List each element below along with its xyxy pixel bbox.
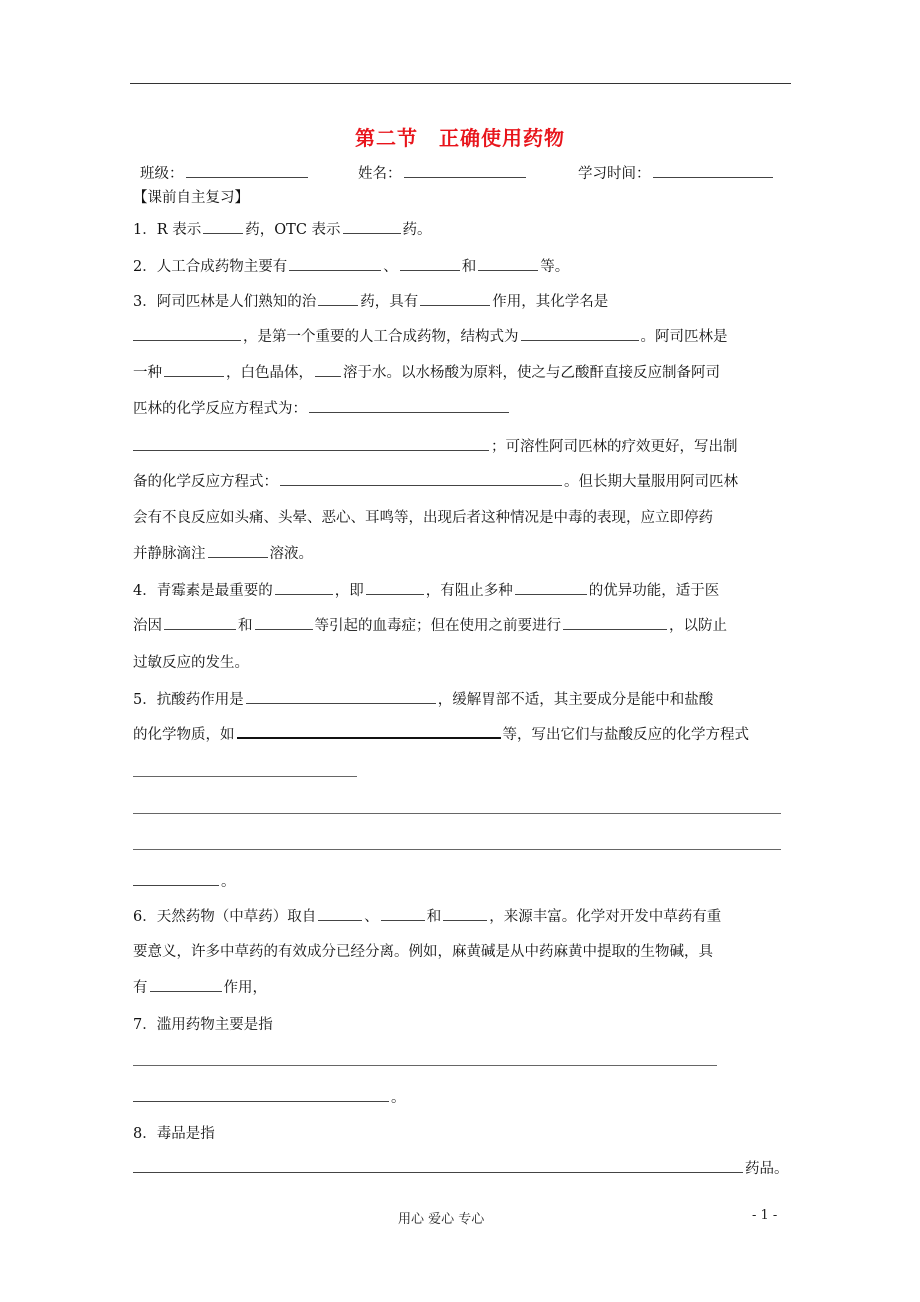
header-rule xyxy=(130,83,791,84)
question-1 xyxy=(133,218,432,239)
blank[interactable] xyxy=(208,543,268,558)
question-7-line-end xyxy=(133,1086,406,1107)
study-time-blank[interactable] xyxy=(653,163,773,178)
q5-text: 等，写出它们与盐酸反应的化学方程式 xyxy=(502,727,749,743)
question-8-line-end xyxy=(133,1157,789,1178)
blank[interactable] xyxy=(150,977,222,992)
q6-text: 6．天然药物（中草药）取自 xyxy=(133,909,317,925)
blank[interactable] xyxy=(133,326,241,341)
question-4-line-1 xyxy=(133,579,719,600)
blank[interactable] xyxy=(309,398,509,413)
q1-text: 1．R 表示 xyxy=(133,222,202,238)
blank[interactable] xyxy=(521,326,639,341)
footer-motto: 用心 爱心 专心 xyxy=(398,1212,485,1227)
q3-text: 匹林的化学反应方程式为： xyxy=(133,401,307,417)
q3-text: 3．阿司匹林是人们熟知的治 xyxy=(133,294,317,310)
q3-text: 一种 xyxy=(133,365,162,381)
question-3-line-3 xyxy=(133,361,720,382)
question-3-line-5 xyxy=(133,435,738,456)
blank[interactable] xyxy=(563,615,667,630)
blank[interactable] xyxy=(275,580,333,595)
study-time-label: 学习时间： xyxy=(578,166,651,182)
q2-text: 等。 xyxy=(540,259,570,275)
question-3-line-8 xyxy=(133,542,313,563)
q6-text: 有 xyxy=(133,980,148,996)
q3-text: 。但长期大量服用阿司匹林 xyxy=(564,474,738,490)
blank[interactable] xyxy=(237,723,501,739)
question-6-line-1 xyxy=(133,905,721,926)
q5-text: 5．抗酸药作用是 xyxy=(133,692,244,708)
blank[interactable] xyxy=(443,906,487,921)
q3-text: 溶于水。以水杨酸为原料，使之与乙酸酐直接反应制备阿司 xyxy=(343,365,720,381)
q5-text: 的化学物质，如 xyxy=(133,727,235,743)
q3-text: ，是第一个重要的人工合成药物，结构式为 xyxy=(243,329,519,345)
blank[interactable] xyxy=(133,1087,389,1102)
page-title: 第二节 正确使用药物 xyxy=(355,126,565,150)
blank[interactable] xyxy=(318,906,362,921)
q6-text: ，来源丰富。化学对开发中草药有重 xyxy=(489,909,722,925)
question-5-line-end xyxy=(133,870,236,891)
class-blank[interactable] xyxy=(186,163,308,178)
q3-text: 并静脉滴注 xyxy=(133,546,206,562)
blank[interactable] xyxy=(343,219,401,234)
blank[interactable] xyxy=(255,615,313,630)
question-4-line-3: 过敏反应的发生。 xyxy=(133,655,249,671)
q5-text: ，缓解胃部不适，其主要成分是能中和盐酸 xyxy=(437,692,714,708)
blank[interactable] xyxy=(280,471,562,486)
page-number: - 1 - xyxy=(752,1208,778,1223)
blank[interactable] xyxy=(133,1158,743,1173)
q7-text: 。 xyxy=(391,1090,406,1106)
blank[interactable] xyxy=(164,362,224,377)
blank[interactable] xyxy=(203,219,243,234)
blank[interactable] xyxy=(478,256,538,271)
q3-text: 药，具有 xyxy=(360,294,419,310)
question-3-line-6 xyxy=(133,470,738,491)
q2-text: 、 xyxy=(383,259,398,275)
blank[interactable] xyxy=(318,291,358,306)
q2-text: 和 xyxy=(461,259,477,275)
q3-text: 溶液。 xyxy=(269,546,313,562)
question-5-line-2 xyxy=(133,723,749,744)
q4-text: ，以防止 xyxy=(669,618,727,634)
q6-text: 、 xyxy=(364,909,379,925)
q4-text: 治因 xyxy=(133,618,162,634)
answer-line[interactable] xyxy=(133,813,781,814)
blank[interactable] xyxy=(164,615,236,630)
blank[interactable] xyxy=(133,871,219,886)
blank[interactable] xyxy=(420,291,490,306)
blank[interactable] xyxy=(515,580,587,595)
blank[interactable] xyxy=(133,436,489,451)
blank[interactable] xyxy=(315,362,341,377)
answer-line[interactable] xyxy=(133,1065,717,1066)
blank[interactable] xyxy=(400,256,460,271)
blank[interactable] xyxy=(246,689,436,704)
blank[interactable] xyxy=(381,906,425,921)
q4-text: 等引起的血毒症；但在使用之前要进行 xyxy=(314,618,561,634)
q4-text: ，有阻止多种 xyxy=(425,583,513,599)
name-label: 姓名： xyxy=(358,166,402,182)
section-header: 【课前自主复习】 xyxy=(133,190,249,206)
question-5-line-1 xyxy=(133,688,713,709)
class-field xyxy=(140,162,310,183)
q1-text: 药，OTC 表示 xyxy=(245,222,341,238)
q4-text: 和 xyxy=(238,618,253,634)
question-7-line-1: 7．滥用药物主要是指 xyxy=(133,1017,273,1033)
q3-text: 作用，其化学名是 xyxy=(492,294,609,310)
study-time-field xyxy=(578,162,775,183)
question-6-line-2: 要意义，许多中草药的有效成分已经分离。例如，麻黄碱是从中药麻黄中提取的生物碱，具 xyxy=(133,944,713,960)
q3-text: ；可溶性阿司匹林的疗效更好，写出制 xyxy=(491,439,738,455)
q5-text: 。 xyxy=(221,874,236,890)
blank[interactable] xyxy=(289,256,381,271)
question-6-line-3 xyxy=(133,976,267,997)
answer-line[interactable] xyxy=(133,849,781,850)
question-8-line-1: 8．毒品是指 xyxy=(133,1126,215,1142)
q6-text: 作用， xyxy=(223,980,267,996)
q8-text: 药品。 xyxy=(745,1161,789,1177)
question-4-line-2 xyxy=(133,614,727,635)
blank[interactable] xyxy=(366,580,424,595)
q4-text: 的优异功能，适于医 xyxy=(588,583,720,599)
q4-text: ，即 xyxy=(334,583,364,599)
question-2 xyxy=(133,255,569,276)
q3-text: 。阿司匹林是 xyxy=(640,329,728,345)
q2-text: 2．人工合成药物主要有 xyxy=(133,259,288,275)
answer-line[interactable] xyxy=(133,776,357,777)
q1-text: 药。 xyxy=(402,222,432,238)
q4-text: 4．青霉素是最重要的 xyxy=(133,583,273,599)
question-3-line-1 xyxy=(133,290,608,311)
q3-text: ，白色晶体， xyxy=(226,365,313,381)
question-3-line-2 xyxy=(133,325,728,346)
q6-text: 和 xyxy=(426,909,442,925)
class-label: 班级： xyxy=(140,166,184,182)
q3-text: 备的化学反应方程式： xyxy=(133,474,278,490)
question-3-line-4 xyxy=(133,397,511,418)
question-3-line-7: 会有不良反应如头痛、头晕、恶心、耳鸣等，出现后者这种情况是中毒的表现，应立即停药 xyxy=(133,510,713,526)
name-blank[interactable] xyxy=(404,163,526,178)
name-field xyxy=(358,162,528,183)
